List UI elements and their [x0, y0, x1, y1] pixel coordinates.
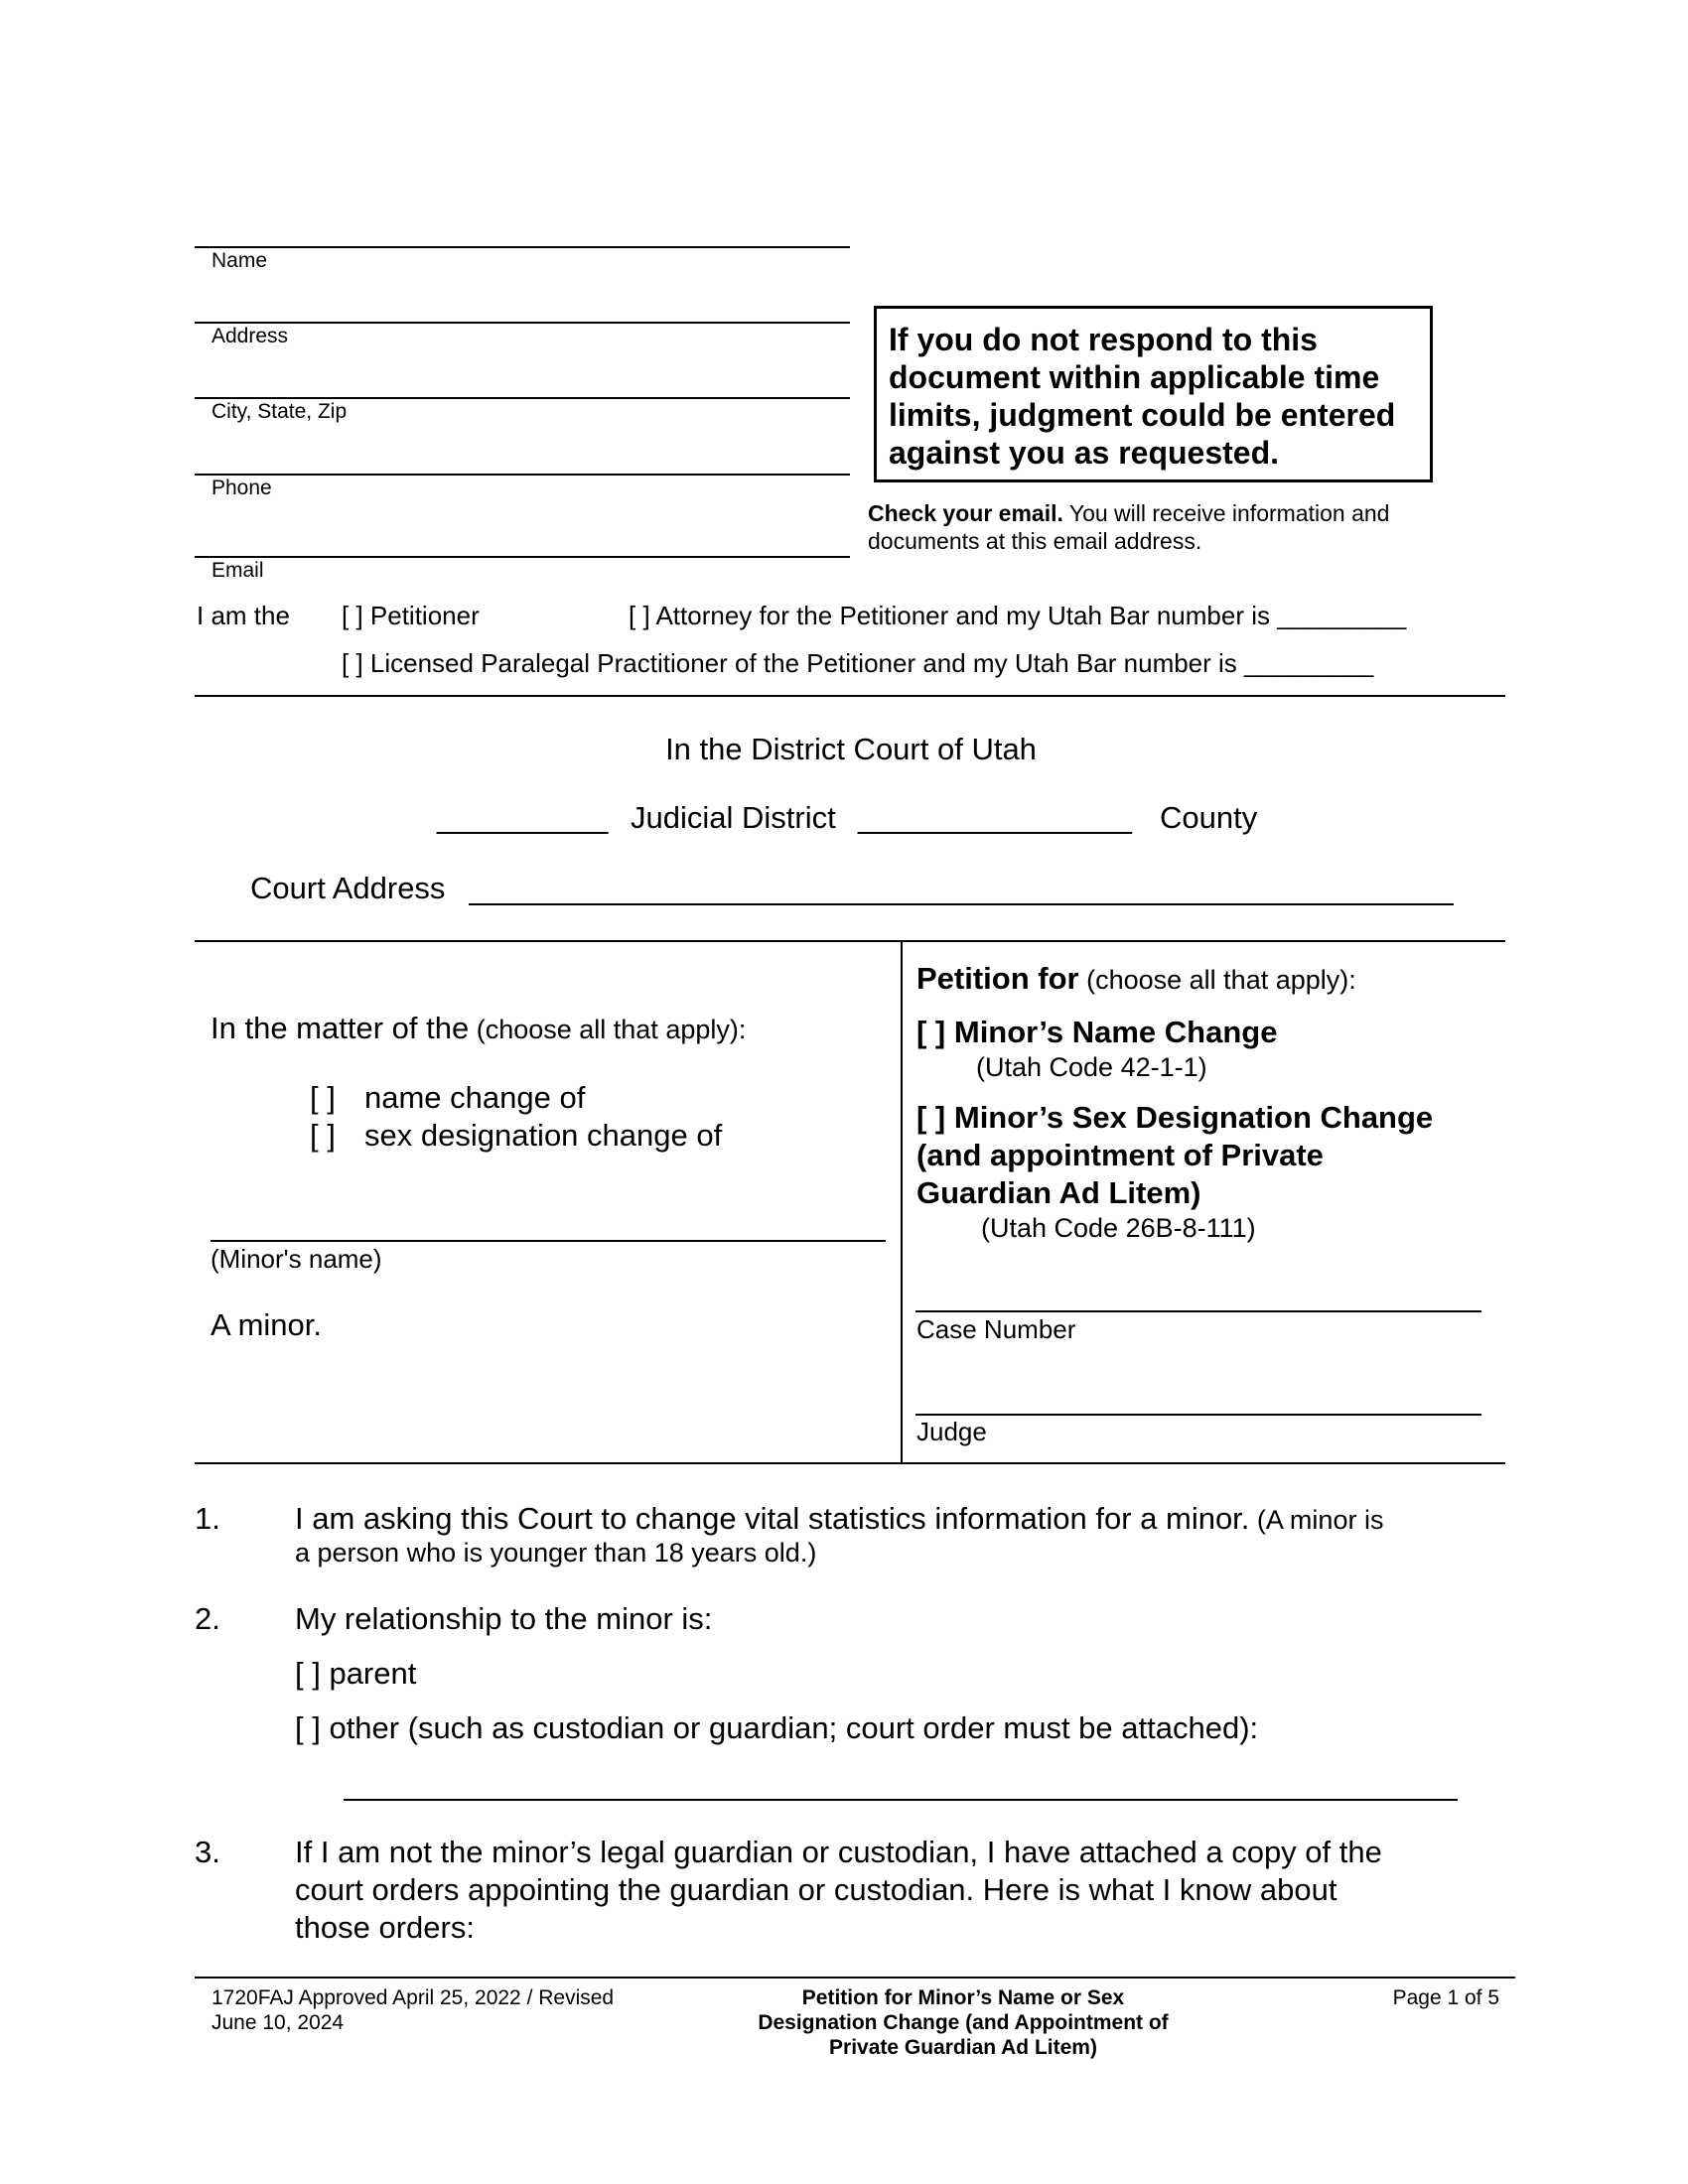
- other-checkbox[interactable]: [ ] other (such as custodian or guardian; court order must be attached):: [295, 1710, 1259, 1745]
- item2-text: My relationship to the minor is:: [295, 1601, 713, 1636]
- minor-name-label: (Minor's name): [211, 1244, 382, 1274]
- email-notice: [868, 499, 1444, 555]
- sex-designation-checkbox[interactable]: [ ]: [310, 1118, 336, 1153]
- case-number-label: Case Number: [916, 1314, 1076, 1344]
- footer-form-number: 1720FAJ Approved April 25, 2022 / Revised: [211, 1986, 615, 2009]
- court-address-line[interactable]: [469, 903, 1454, 905]
- email-label: Email: [211, 559, 264, 582]
- matter-note: (choose all that apply):: [469, 1015, 747, 1044]
- item3-number: 3.: [195, 1835, 220, 1869]
- footer-title-line3: Private Guardian Ad Litem): [829, 2036, 1097, 2059]
- address-label: Address: [211, 325, 289, 347]
- court-address-label: Court Address: [250, 871, 446, 905]
- a-minor-text: A minor.: [211, 1307, 322, 1342]
- item1-text: [295, 1501, 1383, 1537]
- petition-for-label: Petition for: [916, 961, 1079, 996]
- case-number-line[interactable]: [915, 1310, 1481, 1312]
- city-state-zip-label: City, State, Zip: [211, 400, 348, 423]
- other-relationship-line[interactable]: [344, 1799, 1458, 1801]
- parent-checkbox[interactable]: [ ] parent: [295, 1656, 417, 1691]
- county-blank[interactable]: ________________: [858, 800, 1132, 835]
- footer-revised-date: June 10, 2024: [211, 2011, 345, 2034]
- phone-label: Phone: [211, 477, 272, 499]
- email-line[interactable]: [195, 556, 850, 558]
- petition-for-note: (choose all that apply):: [1078, 965, 1356, 995]
- email-notice-bold: Check your email.: [868, 500, 1063, 526]
- role-label: I am the: [197, 601, 290, 630]
- footer-page-number: Page 1 of 5: [1392, 1986, 1499, 2009]
- petition-for-heading: [916, 961, 1356, 997]
- warning-box: If you do not respond to this document within applicable time limits, judgment could be entered against you as requested.: [874, 306, 1433, 482]
- role-attorney-checkbox[interactable]: [ ] Attorney for the Petitioner and my Utah Bar number is _________: [629, 601, 1407, 630]
- matter-main: In the matter of the: [211, 1011, 470, 1045]
- district-blank[interactable]: __________: [437, 800, 609, 835]
- caption-top-border: [195, 940, 1505, 942]
- item1-note-a: (A minor is: [1249, 1505, 1384, 1535]
- caption-bottom-border: [195, 1462, 1505, 1464]
- footer-center: [695, 1985, 1231, 2060]
- caption-divider: [901, 941, 903, 1462]
- matter-heading: [211, 1011, 746, 1046]
- item2-number: 2.: [195, 1601, 220, 1636]
- sex-designation-line3: Guardian Ad Litem): [916, 1175, 1201, 1210]
- sex-designation-line2: (and appointment of Private: [916, 1138, 1324, 1172]
- court-title: In the District Court of Utah: [665, 732, 1037, 766]
- phone-line[interactable]: [195, 474, 850, 476]
- email-notice-text: You will receive information and documents at this email address.: [868, 500, 1390, 554]
- role-petitioner-checkbox[interactable]: [ ] Petitioner: [342, 601, 480, 630]
- minor-name-change-checkbox[interactable]: [ ] Minor’s Name Change: [916, 1015, 1278, 1049]
- item3-line3: those orders:: [295, 1910, 475, 1945]
- name-line[interactable]: [195, 246, 850, 248]
- sex-designation-code: (Utah Code 26B-8-111): [981, 1213, 1256, 1243]
- divider-top: [195, 695, 1505, 697]
- judge-label: Judge: [916, 1417, 987, 1446]
- footer-left: [211, 1985, 614, 2035]
- item1-note-b: a person who is younger than 18 years old.): [295, 1538, 817, 1568]
- name-change-code: (Utah Code 42-1-1): [976, 1052, 1207, 1082]
- footer-title-line1: Petition for Minor’s Name or Sex: [801, 1986, 1125, 2009]
- item1-number: 1.: [195, 1501, 220, 1536]
- address-line[interactable]: [195, 322, 850, 324]
- minor-sex-designation-checkbox[interactable]: [ ] Minor’s Sex Designation Change: [916, 1100, 1434, 1135]
- minor-name-line[interactable]: [211, 1240, 886, 1242]
- name-change-checkbox[interactable]: [ ]: [310, 1080, 336, 1115]
- item3-line1: If I am not the minor’s legal guardian or custodian, I have attached a copy of the: [295, 1835, 1382, 1869]
- county-label: County: [1160, 800, 1258, 835]
- footer-title-line2: Designation Change (and Appointment of: [758, 2011, 1169, 2034]
- name-label: Name: [211, 249, 268, 272]
- city-state-zip-line[interactable]: [195, 397, 850, 399]
- footer-divider: [195, 1977, 1515, 1979]
- judge-line[interactable]: [915, 1414, 1481, 1416]
- name-change-label: name change of: [364, 1080, 586, 1115]
- item1-main: I am asking this Court to change vital statistics information for a minor.: [295, 1501, 1250, 1536]
- sex-designation-label: sex designation change of: [364, 1118, 723, 1153]
- item3-line2: court orders appointing the guardian or custodian. Here is what I know about: [295, 1872, 1337, 1907]
- judicial-district-label: Judicial District: [631, 800, 836, 835]
- role-paralegal-checkbox[interactable]: [ ] Licensed Paralegal Practitioner of the Petitioner and my Utah Bar number is _________: [342, 648, 1374, 678]
